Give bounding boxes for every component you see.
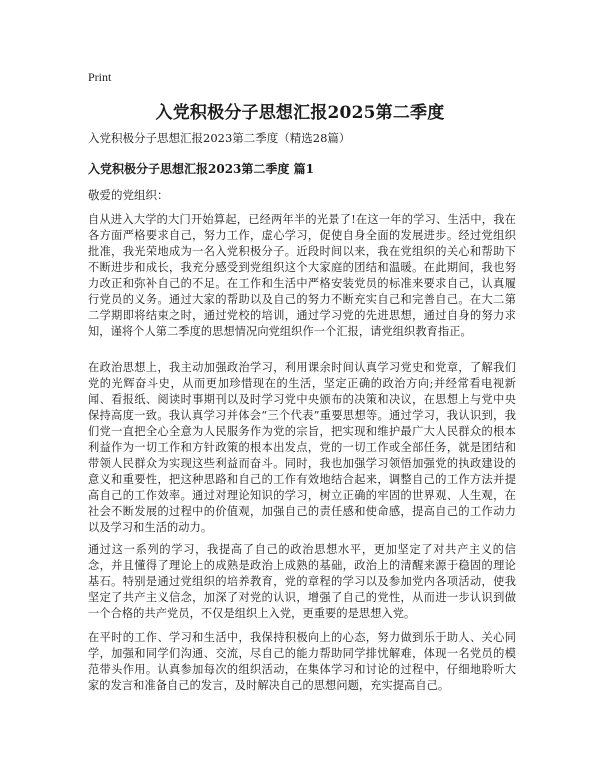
document-title: 入党积极分子思想汇报2025第二季度 xyxy=(155,103,445,123)
document-subtitle: 入党积极分子思想汇报2023第二季度（精选28篇） xyxy=(88,131,351,145)
salutation: 敬爱的党组织： xyxy=(88,188,169,202)
body-paragraph: 在平时的工作、学习和生活中，我保持积极向上的心态，努力做到乐于助人、关心同学，加强和同学们沟通、交流，尽自己的能力帮助同学排忧解难，体现一名党员的模范带头作用。认真参加每次的组织活动，在集体学习和讨论的过程中，仔细地聆听大家的发言和准备自己的发言，及时解决自己的思想问题，充实提高自己。 xyxy=(88,631,516,692)
section-heading: 入党积极分子思想汇报2023第二季度 篇1 xyxy=(88,162,314,176)
print-link[interactable]: Print xyxy=(88,70,112,84)
body-paragraph: 自从进入大学的大门开始算起，已经两年半的光景了!在这一年的学习、生活中，我在各方面严格要求自己，努力工作，虚心学习，促使自身全面的发展进步。经过党组织批准，我光荣地成为一名入党积极分子。近段时间以来，我在党组织的关心和帮助下不断进步和成长，我充分感受到党组织这个大家庭的团结和温暖。在此期间，我也努力改正和弥补自己的不足。在工作和生活中严格安装党员的标准来要求自己，认真履行党员的义务。通过大家的帮助以及自己的努力不断充实自己和完善自己。在大二第二学期即将结束之时，通过党校的培训，通过学习党的先进思想，通过自身的努力求知，谨将个人第二季度的思想情况向党组织作一个汇报，请党组织教育指正。 xyxy=(88,213,516,338)
body-paragraph: 在政治思想上，我主动加强政治学习，利用课余时间认真学习党史和党章，了解我们党的光辉奋斗史，从而更加珍惜现在的生活，坚定正确的政治方向;并经常看电视新闻、看报纸、阅读时事期刊以及时学习党中央颁布的决策和决议，在思想上与党中央保持高度一致。我认真学习并体会“三个代表”重要思想等。通过学习，我认识到，我们党一直把全心全意为人民服务作为党的宗旨，把实现和维护最广大人民群众的根本利益作为一切工作和方针政策的根本出发点，党的一切工作或全部任务，就是团结和带领人民群众为实现这些利益而奋斗。同时，我也加强学习领悟加强党的执政建设的意义和重要性，把这种思路和自己的工作有效地结合起来，调整自己的工作方法并提高自己的工作效率。通过对理论知识的学习，树立正确的牢固的世界观、人生观，在社会不断发展的过程中的价值观，加强自己的责任感和使命感，提高自己的工作动力以及学习和生活的动力。 xyxy=(88,361,516,534)
body-paragraph: 通过这一系列的学习，我提高了自己的政治思想水平，更加坚定了对共产主义的信念，并且懂得了理论上的成熟是政治上成熟的基础，政治上的清醒来源于稳固的理论基石。特别是通过党组织的培养教育，党的章程的学习以及参加党内各项活动，使我坚定了共产主义信念，加深了对党的认识，增强了自己的党性，从而进一步认识到做一个合格的共产党员，不仅是组织上入党，更重要的是思想入党。 xyxy=(88,543,516,620)
